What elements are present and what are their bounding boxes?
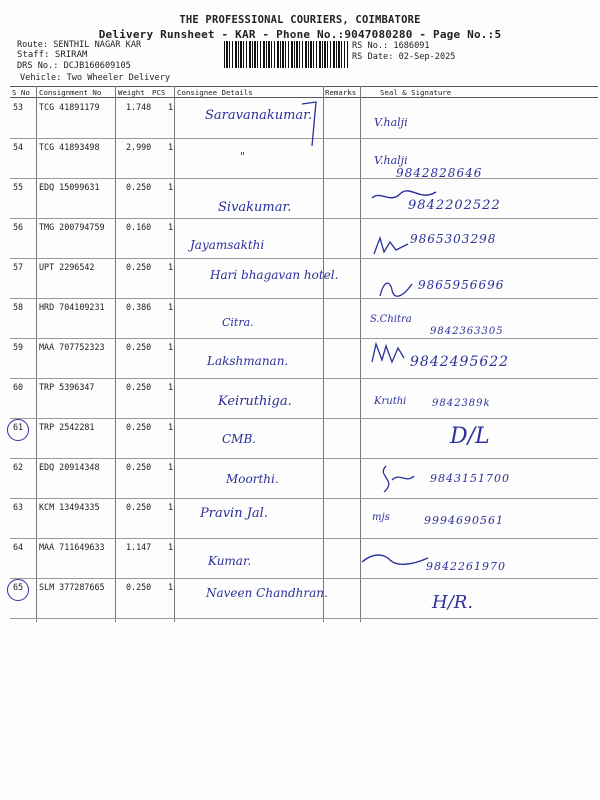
row-consignee-handwriting: Pravin Jal. bbox=[200, 506, 268, 521]
row-consignment-no: TRP 5396347 bbox=[39, 382, 95, 392]
col-divider bbox=[360, 86, 361, 622]
row-consignee-handwriting: Naveen Chandhran. bbox=[206, 586, 328, 600]
row-weight: 0.250 bbox=[126, 582, 152, 592]
signature-scribble bbox=[372, 236, 412, 258]
row-pcs: 1 bbox=[168, 102, 174, 112]
row-weight: 0.160 bbox=[126, 222, 152, 232]
col-header-consignment: Consignment No bbox=[39, 88, 102, 97]
row-consignee-handwriting: Moorthi. bbox=[226, 472, 279, 486]
row-pcs: 1 bbox=[168, 342, 174, 352]
row-seal-signature: V.halji bbox=[374, 116, 408, 129]
row-weight: 0.250 bbox=[126, 182, 152, 192]
row-divider bbox=[10, 578, 598, 579]
row-consignee-handwriting: Keiruthiga. bbox=[218, 394, 292, 409]
row-sno: 61 bbox=[13, 422, 24, 432]
row-consignee-handwriting: Kumar. bbox=[208, 554, 252, 568]
col-divider bbox=[174, 86, 175, 622]
drs-number: DRS No.: DCJB160609105 bbox=[17, 61, 131, 71]
row-sno: 62 bbox=[13, 462, 24, 472]
row-consignment-no: HRD 704109231 bbox=[39, 302, 105, 312]
row-divider bbox=[10, 498, 598, 499]
row-consignee-handwriting: Hari bhagavan hotel. bbox=[210, 268, 339, 282]
row-consignee-handwriting: CMB. bbox=[222, 432, 257, 446]
row-weight: 1.147 bbox=[126, 542, 152, 552]
row-consignment-no: EDQ 15099631 bbox=[39, 182, 100, 192]
row-sno: 64 bbox=[13, 542, 24, 552]
col-divider bbox=[36, 86, 37, 622]
col-header-sno: S No bbox=[12, 88, 30, 97]
row-seal-signature: Kruthi bbox=[374, 396, 407, 407]
signature-scribble bbox=[370, 188, 440, 208]
row-consignee-handwriting: Citra. bbox=[222, 316, 254, 329]
row-sno: 53 bbox=[13, 102, 24, 112]
col-header-remarks: Remarks bbox=[325, 88, 357, 97]
row-consignment-no: MAA 711649633 bbox=[39, 542, 105, 552]
row-pcs: 1 bbox=[168, 502, 174, 512]
row-pcs: 1 bbox=[168, 462, 174, 472]
rs-date: RS Date: 02-Sep-2025 bbox=[352, 52, 456, 62]
row-receiver-phone: 9865303298 bbox=[410, 232, 497, 246]
row-sno: 56 bbox=[13, 222, 24, 232]
signature-scribble bbox=[360, 550, 430, 572]
row-65-circle-mark bbox=[7, 579, 29, 601]
row-consignee-handwriting: Jayamsakthi bbox=[190, 238, 265, 252]
bracket-scribble bbox=[298, 100, 324, 150]
row-sno: 57 bbox=[13, 262, 24, 272]
row-pcs: 1 bbox=[168, 382, 174, 392]
row-consignment-no: EDQ 20914348 bbox=[39, 462, 100, 472]
row-consignment-no: TCG 41891179 bbox=[39, 102, 100, 112]
col-divider bbox=[323, 86, 324, 622]
row-divider bbox=[10, 298, 598, 299]
row-seal-signature: D/L bbox=[450, 424, 490, 449]
row-seal-signature: H/R. bbox=[432, 592, 474, 613]
row-receiver-phone: 9842389k bbox=[432, 398, 491, 409]
row-sno: 58 bbox=[13, 302, 24, 312]
row-divider bbox=[10, 458, 598, 459]
row-weight: 0.250 bbox=[126, 422, 152, 432]
route-label: Route: SENTHIL NAGAR KAR bbox=[17, 40, 142, 50]
row-receiver-phone: 9842363305 bbox=[430, 326, 504, 337]
row-pcs: 1 bbox=[168, 582, 174, 592]
header-top-rule bbox=[10, 86, 598, 87]
signature-scribble bbox=[376, 276, 416, 300]
col-header-pcs: PCS bbox=[152, 88, 166, 97]
row-receiver-phone: 9843151700 bbox=[430, 472, 510, 485]
row-divider bbox=[10, 378, 598, 379]
row-receiver-phone: 9994690561 bbox=[424, 514, 504, 527]
runsheet-subtitle: Delivery Runsheet - KAR - Phone No.:9047080280 - Page No.:5 bbox=[98, 28, 502, 41]
row-weight: 1.748 bbox=[126, 102, 152, 112]
row-weight: 2.990 bbox=[126, 142, 152, 152]
row-receiver-phone: 9865956696 bbox=[418, 278, 505, 292]
col-divider bbox=[115, 86, 116, 622]
row-divider bbox=[10, 418, 598, 419]
vehicle-label: Vehicle: Two Wheeler Delivery bbox=[20, 73, 171, 83]
barcode bbox=[224, 41, 348, 68]
row-consignment-no: TMG 200794759 bbox=[39, 222, 105, 232]
row-seal-signature: V.halji bbox=[374, 154, 408, 167]
row-61-circle-mark bbox=[7, 419, 29, 441]
header-bottom-rule bbox=[10, 97, 598, 98]
row-pcs: 1 bbox=[168, 262, 174, 272]
row-receiver-phone: 9842261970 bbox=[426, 560, 506, 573]
row-consignee-handwriting: Sivakumar. bbox=[218, 200, 292, 215]
row-divider bbox=[10, 618, 598, 619]
row-weight: 0.250 bbox=[126, 462, 152, 472]
row-consignment-no: SLM 377287665 bbox=[39, 582, 105, 592]
row-weight: 0.250 bbox=[126, 502, 152, 512]
row-pcs: 1 bbox=[168, 542, 174, 552]
row-pcs: 1 bbox=[168, 222, 174, 232]
rs-number: RS No.: 1686091 bbox=[352, 41, 430, 51]
row-divider bbox=[10, 258, 598, 259]
row-pcs: 1 bbox=[168, 302, 174, 312]
row-divider bbox=[10, 538, 598, 539]
row-divider bbox=[10, 218, 598, 219]
staff-label: Staff: SRIRAM bbox=[17, 50, 88, 60]
row-sno: 63 bbox=[13, 502, 24, 512]
col-header-seal: Seal & Signature bbox=[380, 88, 452, 97]
row-sno: 60 bbox=[13, 382, 24, 392]
row-weight: 0.386 bbox=[126, 302, 152, 312]
row-consignment-no: KCM 13494335 bbox=[39, 502, 100, 512]
row-receiver-phone: 9842495622 bbox=[410, 354, 510, 370]
row-pcs: 1 bbox=[168, 142, 174, 152]
col-header-consignee: Consignee Details bbox=[177, 88, 253, 97]
row-pcs: 1 bbox=[168, 182, 174, 192]
row-divider bbox=[10, 178, 598, 179]
row-seal-signature: mjs bbox=[372, 512, 390, 523]
row-sno: 65 bbox=[13, 582, 24, 592]
row-sno: 55 bbox=[13, 182, 24, 192]
row-consignee-handwriting: " bbox=[240, 150, 246, 163]
row-receiver-phone: 9842828646 bbox=[396, 166, 483, 180]
row-consignee-handwriting: Lakshmanan. bbox=[207, 354, 289, 368]
row-divider bbox=[10, 338, 598, 339]
row-consignment-no: TCG 41893498 bbox=[39, 142, 100, 152]
row-consignment-no: TRP 2542281 bbox=[39, 422, 95, 432]
row-weight: 0.250 bbox=[126, 342, 152, 352]
col-header-weight: Weight bbox=[118, 88, 145, 97]
row-consignment-no: UPT 2296542 bbox=[39, 262, 95, 272]
signature-scribble bbox=[368, 340, 408, 366]
signature-scribble bbox=[378, 462, 418, 496]
company-title: THE PROFESSIONAL COURIERS, COIMBATORE bbox=[179, 14, 421, 26]
row-pcs: 1 bbox=[168, 422, 174, 432]
row-receiver-phone: 9842202522 bbox=[408, 198, 501, 213]
row-consignment-no: MAA 707752323 bbox=[39, 342, 105, 352]
row-consignee-handwriting: Saravanakumar. bbox=[205, 108, 313, 123]
row-weight: 0.250 bbox=[126, 382, 152, 392]
row-seal-signature: S.Chitra bbox=[370, 314, 412, 325]
row-weight: 0.250 bbox=[126, 262, 152, 272]
row-sno: 59 bbox=[13, 342, 24, 352]
row-sno: 54 bbox=[13, 142, 24, 152]
